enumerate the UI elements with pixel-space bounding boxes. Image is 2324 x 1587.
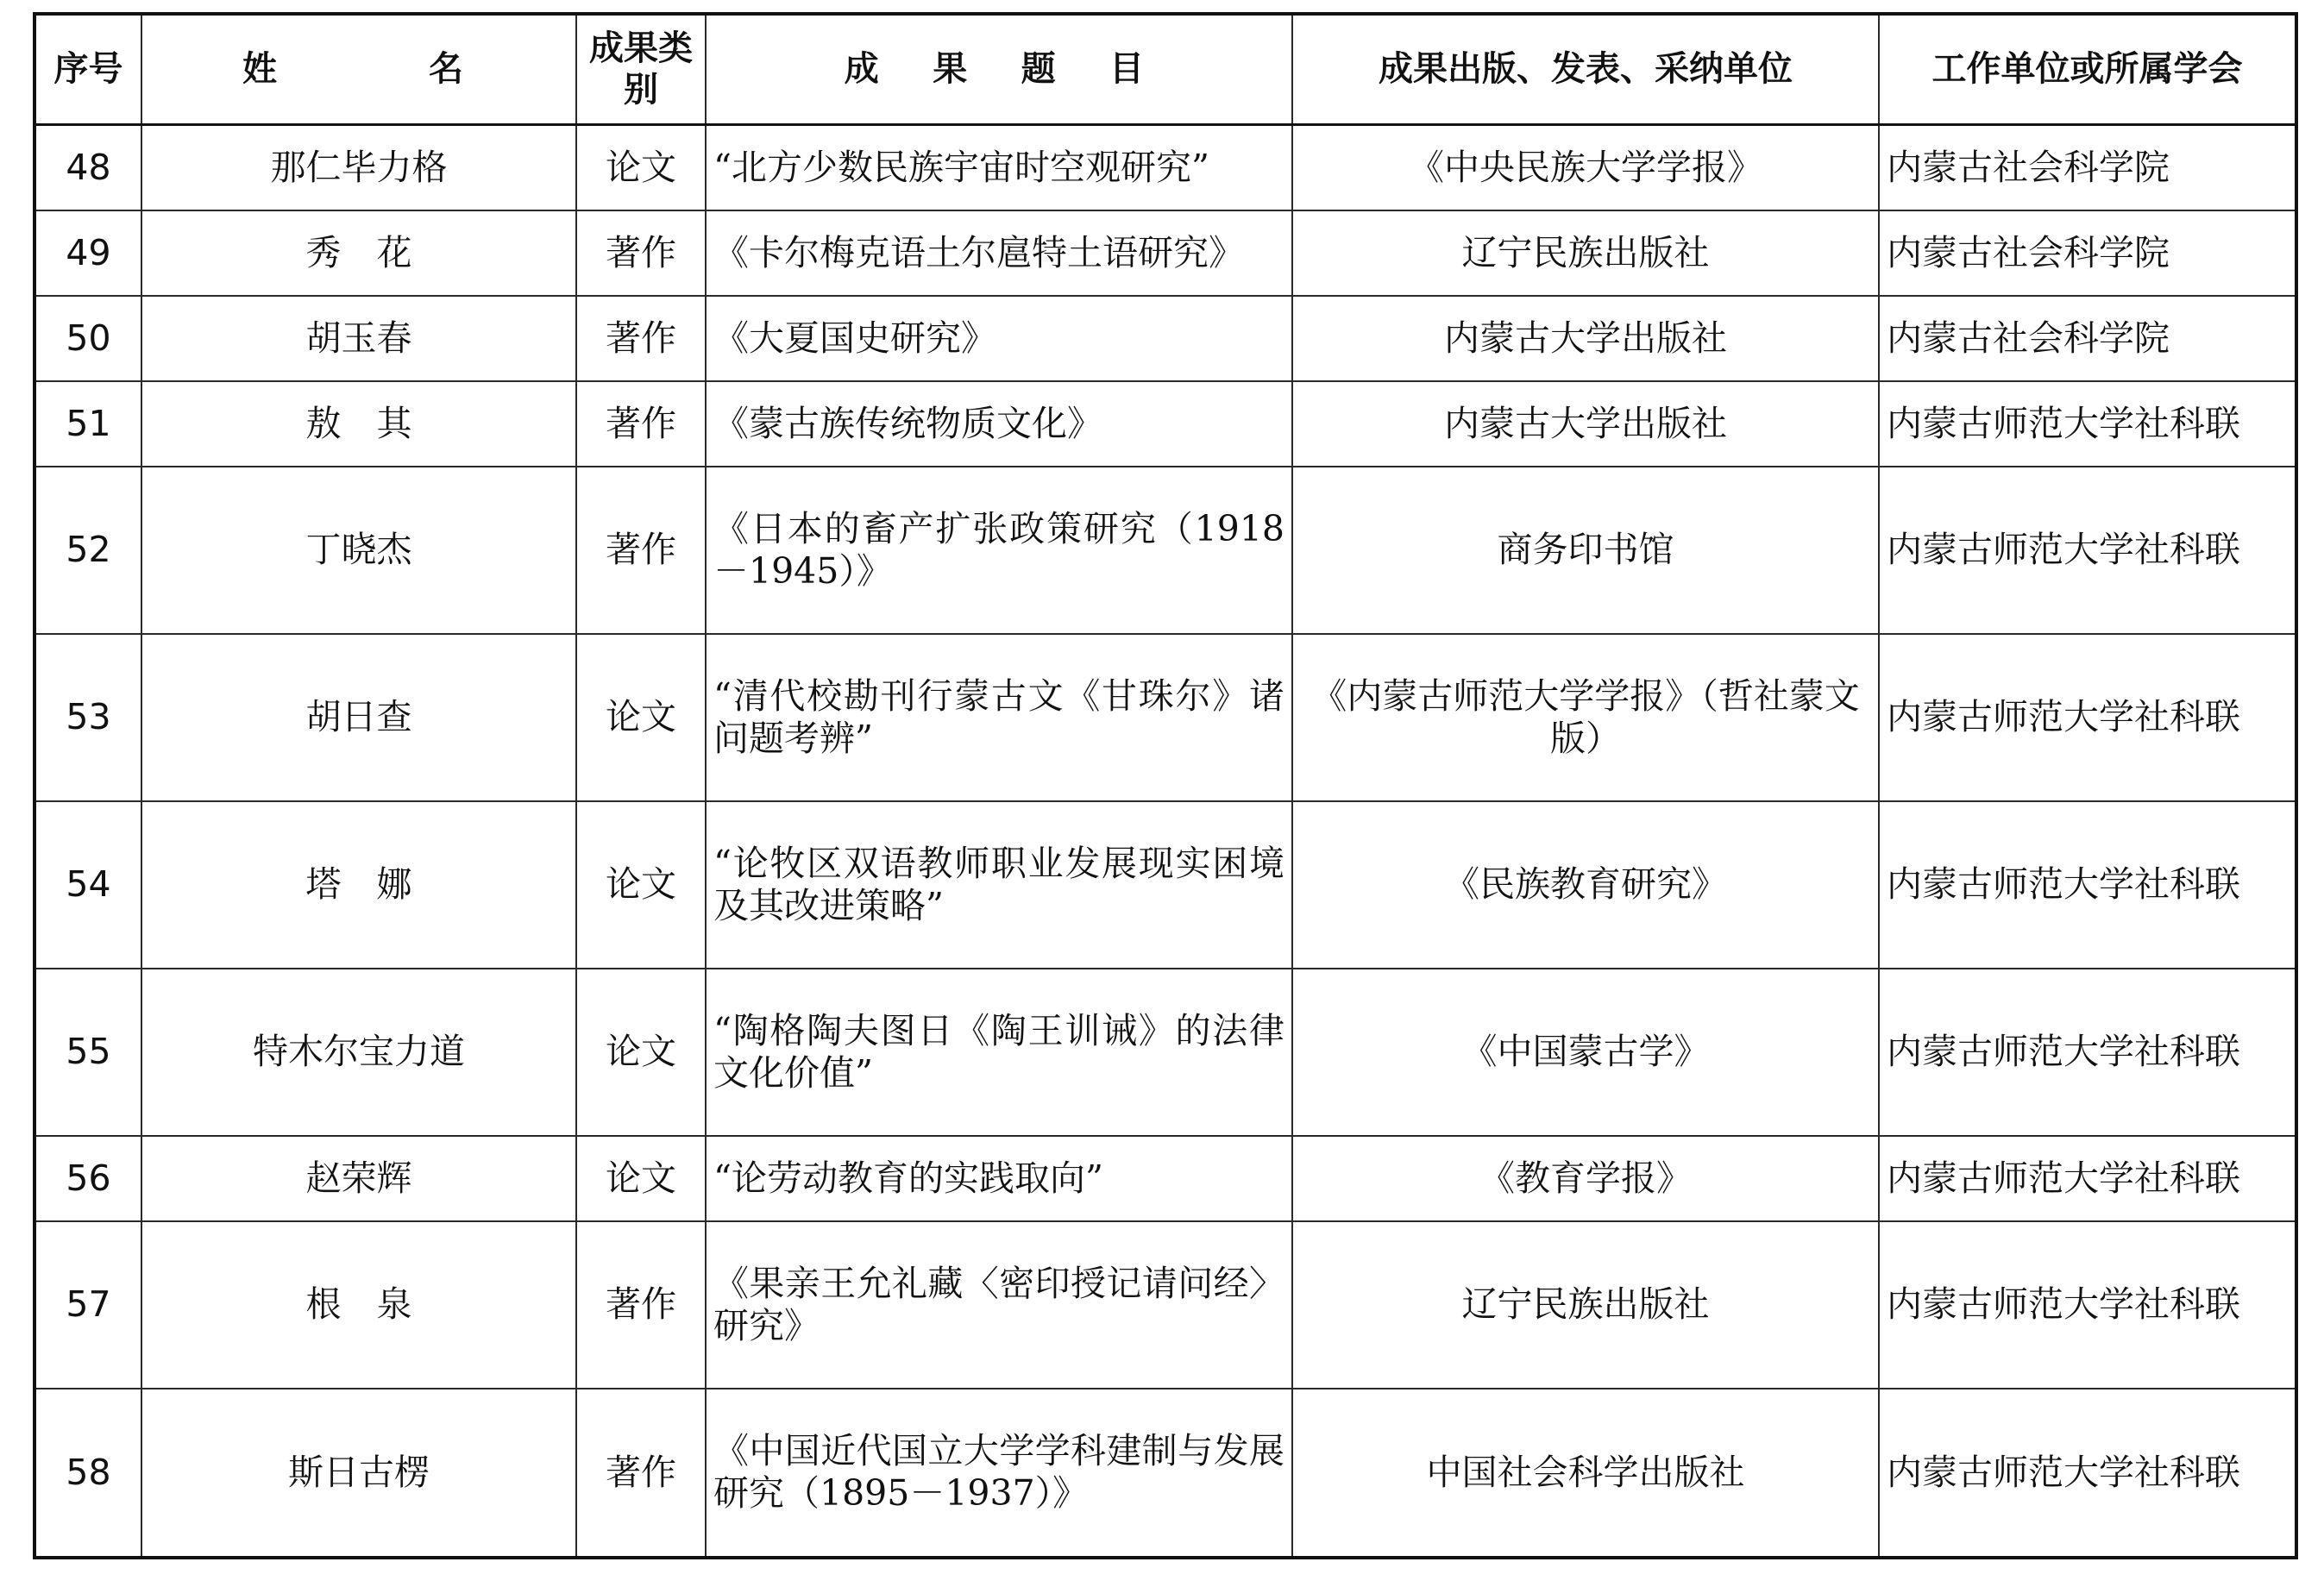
results-table xyxy=(33,12,2298,1559)
serial-number-cell: 56 xyxy=(35,1136,141,1221)
type-cell: 著作 xyxy=(576,381,706,467)
table-row xyxy=(35,1221,2296,1389)
title-cell: “论劳动教育的实践取向” xyxy=(706,1136,1292,1221)
type-cell: 论文 xyxy=(576,634,706,801)
work-unit-cell: 内蒙古社会科学院 xyxy=(1879,296,2296,381)
publisher-cell: 内蒙古大学出版社 xyxy=(1292,296,1879,381)
type-cell: 论文 xyxy=(576,969,706,1136)
publisher-cell: 商务印书馆 xyxy=(1292,467,1879,634)
serial-number-cell: 51 xyxy=(35,381,141,467)
work-unit-cell: 内蒙古师范大学社科联 xyxy=(1879,381,2296,467)
serial-number-cell: 50 xyxy=(35,296,141,381)
publisher-cell: 中国社会科学出版社 xyxy=(1292,1389,1879,1558)
name-cell: 胡日查 xyxy=(141,634,576,801)
table-row xyxy=(35,634,2296,801)
publisher-cell: 辽宁民族出版社 xyxy=(1292,1221,1879,1389)
name-cell: 斯日古楞 xyxy=(141,1389,576,1558)
title-cell: 《卡尔梅克语土尔扈特土语研究》 xyxy=(706,210,1292,296)
table-row xyxy=(35,210,2296,296)
header-row xyxy=(35,14,2296,124)
title-cell: 《日本的畜产扩张政策研究（1918－1945）》 xyxy=(706,467,1292,634)
type-cell: 论文 xyxy=(576,1136,706,1221)
work-unit-cell: 内蒙古社会科学院 xyxy=(1879,124,2296,210)
publisher-cell: 《内蒙古师范大学学报》（哲社蒙文版） xyxy=(1292,634,1879,801)
header-result-type: 成果类别 xyxy=(576,14,706,124)
work-unit-cell: 内蒙古师范大学社科联 xyxy=(1879,1136,2296,1221)
serial-number-cell: 48 xyxy=(35,124,141,210)
title-cell: “北方少数民族宇宙时空观研究” xyxy=(706,124,1292,210)
publisher-cell: 内蒙古大学出版社 xyxy=(1292,381,1879,467)
table-row xyxy=(35,296,2296,381)
results-table-container xyxy=(33,12,2295,1559)
type-cell: 著作 xyxy=(576,467,706,634)
work-unit-cell: 内蒙古师范大学社科联 xyxy=(1879,969,2296,1136)
work-unit-cell: 内蒙古师范大学社科联 xyxy=(1879,467,2296,634)
serial-number-cell: 55 xyxy=(35,969,141,1136)
header-name: 姓 名 xyxy=(141,14,576,124)
table-row xyxy=(35,1136,2296,1221)
serial-number-cell: 52 xyxy=(35,467,141,634)
title-cell: 《中国近代国立大学学科建制与发展研究（1895－1937）》 xyxy=(706,1389,1292,1558)
type-cell: 著作 xyxy=(576,1221,706,1389)
name-cell: 根 泉 xyxy=(141,1221,576,1389)
title-cell: 《蒙古族传统物质文化》 xyxy=(706,381,1292,467)
type-cell: 著作 xyxy=(576,210,706,296)
publisher-cell: 《中国蒙古学》 xyxy=(1292,969,1879,1136)
publisher-cell: 《教育学报》 xyxy=(1292,1136,1879,1221)
name-cell: 丁晓杰 xyxy=(141,467,576,634)
title-cell: 《大夏国史研究》 xyxy=(706,296,1292,381)
title-cell: 《果亲王允礼藏〈密印授记请问经〉研究》 xyxy=(706,1221,1292,1389)
type-cell: 论文 xyxy=(576,124,706,210)
serial-number-cell: 53 xyxy=(35,634,141,801)
name-cell: 敖 其 xyxy=(141,381,576,467)
name-cell: 赵荣辉 xyxy=(141,1136,576,1221)
serial-number-cell: 58 xyxy=(35,1389,141,1558)
name-cell: 特木尔宝力道 xyxy=(141,969,576,1136)
publisher-cell: 《中央民族大学学报》 xyxy=(1292,124,1879,210)
table-row xyxy=(35,124,2296,210)
table-row xyxy=(35,969,2296,1136)
serial-number-cell: 49 xyxy=(35,210,141,296)
work-unit-cell: 内蒙古师范大学社科联 xyxy=(1879,1221,2296,1389)
table-row xyxy=(35,801,2296,969)
serial-number-cell: 54 xyxy=(35,801,141,969)
header-result-title: 成 果 题 目 xyxy=(706,14,1292,124)
header-publisher: 成果出版、发表、采纳单位 xyxy=(1292,14,1879,124)
table-row xyxy=(35,381,2296,467)
title-cell: “清代校勘刊行蒙古文《甘珠尔》诸问题考辨” xyxy=(706,634,1292,801)
title-cell: “论牧区双语教师职业发展现实困境及其改进策略” xyxy=(706,801,1292,969)
work-unit-cell: 内蒙古师范大学社科联 xyxy=(1879,1389,2296,1558)
work-unit-cell: 内蒙古师范大学社科联 xyxy=(1879,801,2296,969)
header-work-unit: 工作单位或所属学会 xyxy=(1879,14,2296,124)
publisher-cell: 《民族教育研究》 xyxy=(1292,801,1879,969)
table-header xyxy=(35,14,2296,124)
name-cell: 秀 花 xyxy=(141,210,576,296)
type-cell: 著作 xyxy=(576,296,706,381)
table-body xyxy=(35,124,2296,1558)
type-cell: 著作 xyxy=(576,1389,706,1558)
table-row xyxy=(35,1389,2296,1558)
name-cell: 塔 娜 xyxy=(141,801,576,969)
header-serial-number: 序号 xyxy=(35,14,141,124)
name-cell: 胡玉春 xyxy=(141,296,576,381)
name-cell: 那仁毕力格 xyxy=(141,124,576,210)
work-unit-cell: 内蒙古社会科学院 xyxy=(1879,210,2296,296)
work-unit-cell: 内蒙古师范大学社科联 xyxy=(1879,634,2296,801)
type-cell: 论文 xyxy=(576,801,706,969)
title-cell: “陶格陶夫图日《陶王训诫》的法律文化价值” xyxy=(706,969,1292,1136)
table-row xyxy=(35,467,2296,634)
serial-number-cell: 57 xyxy=(35,1221,141,1389)
publisher-cell: 辽宁民族出版社 xyxy=(1292,210,1879,296)
